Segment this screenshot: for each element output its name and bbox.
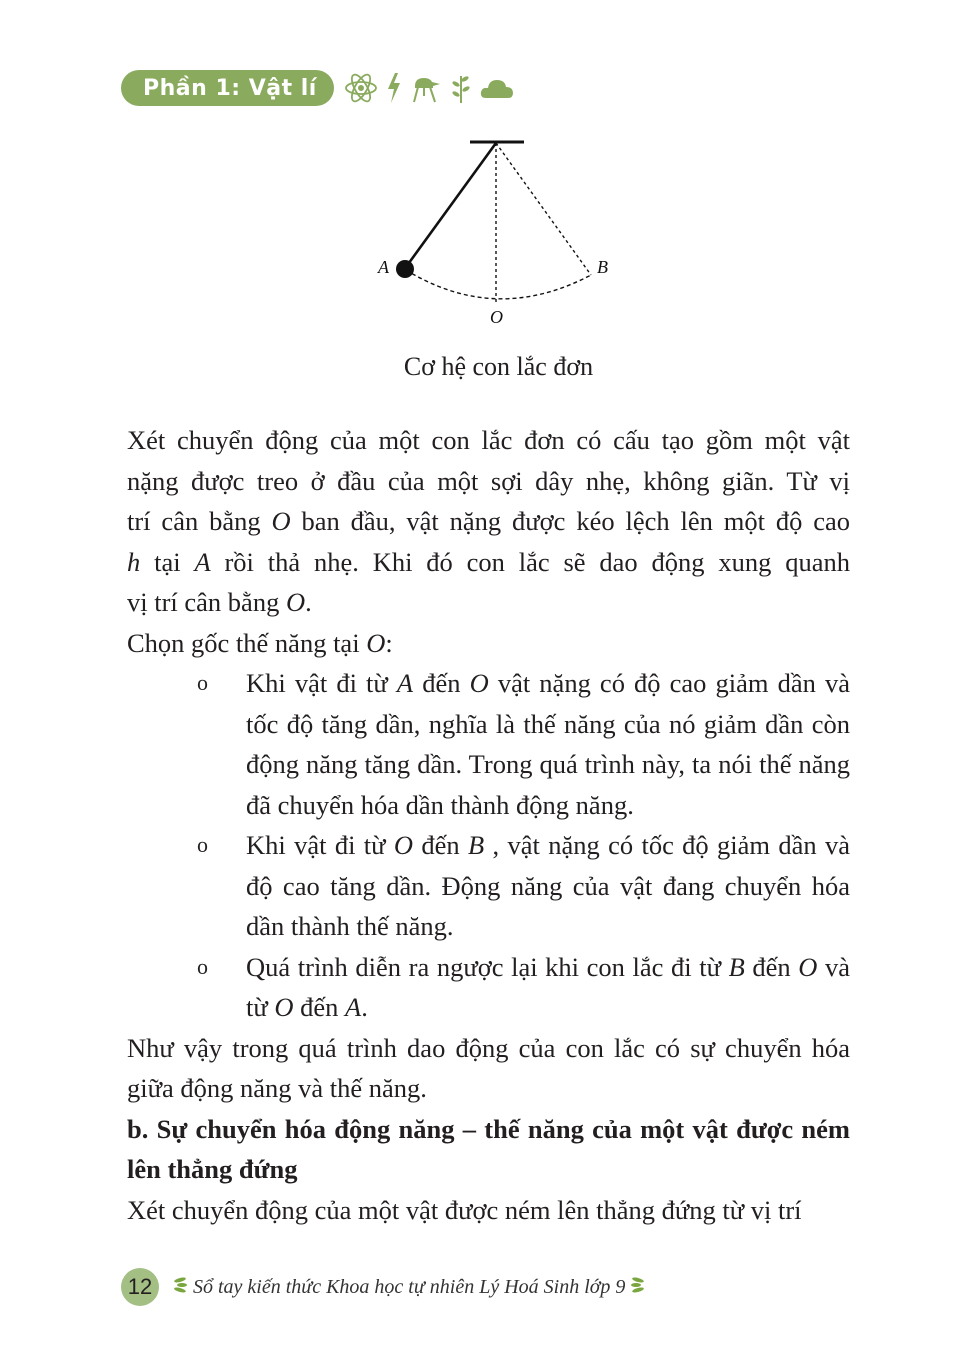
bullet-circle-icon: o bbox=[197, 670, 208, 695]
atom-icon bbox=[344, 72, 378, 104]
page-footer bbox=[121, 1268, 647, 1306]
label-o: O bbox=[490, 307, 503, 327]
body-text bbox=[127, 420, 850, 1230]
pendulum-diagram bbox=[360, 130, 640, 330]
list-item: o Khi vật đi từ O đến B , vật nặng có tốc độ giảm dần và độ cao tăng dần. Động năng của vật đang chuyển hóa dần thành thế năng. bbox=[127, 825, 850, 947]
label-b: B bbox=[597, 257, 608, 277]
label-a: A bbox=[378, 257, 389, 277]
cloud-icon bbox=[480, 76, 514, 100]
subject-icons bbox=[344, 72, 514, 104]
paragraph-4: Xét chuyển động của một vật được ném lên thẳng đứng từ vị trí bbox=[127, 1194, 802, 1225]
paragraph-1-end: vị trí cân bằng O. bbox=[127, 587, 312, 617]
paragraph-2: Chọn gốc thế năng tại O: bbox=[127, 627, 393, 658]
lightning-icon bbox=[386, 72, 402, 104]
figure-caption: Cơ hệ con lắc đơn bbox=[403, 352, 594, 381]
leaf-icon bbox=[171, 1276, 189, 1299]
section-heading-b: b. Sự chuyển hóa động năng – thế năng của một vật được ném lên thẳng đứng bbox=[127, 1113, 850, 1184]
section-header bbox=[121, 70, 514, 106]
book-title: Sổ tay kiến thức Khoa học tự nhiên Lý Hoá Sinh lớp 9 bbox=[193, 1275, 626, 1298]
plant-icon bbox=[450, 72, 472, 104]
list-item: o Quá trình diễn ra ngược lại khi con lắc đi từ B đến O và từ O đến A. bbox=[127, 947, 850, 1028]
flask-icon bbox=[410, 72, 442, 104]
part-label-badge: Phần 1: Vật lí bbox=[121, 70, 334, 106]
list-item: o Khi vật đi từ A đến O vật nặng có độ cao giảm dần và tốc độ tăng dần, nghĩa là thế năng của nó giảm dần còn động năng tăng dần. Trong quá trình này, ta nói thế năng đã chuyển hóa dần thành động năng. bbox=[127, 663, 850, 825]
paragraph-1: Xét chuyển động của một con lắc đơn có cấu tạo gồm một vật nặng được treo ở đầu của một sợi dây nhẹ, không giãn. Từ vị trí cân bằng O ban đầu, vật nặng được kéo lệch lên một độ cao h tại A rồi thả nhẹ. Khi đó con lắc sẽ dao động xung quanh bbox=[127, 425, 850, 577]
page-number: 12 bbox=[121, 1268, 159, 1306]
bullet-circle-icon: o bbox=[197, 953, 208, 979]
bullet-circle-icon: o bbox=[197, 832, 208, 857]
paragraph-3: Như vậy trong quá trình dao động của con lắc có sự chuyển hóa giữa động năng và thế năng. bbox=[127, 1032, 850, 1103]
leaf-icon bbox=[629, 1276, 647, 1299]
